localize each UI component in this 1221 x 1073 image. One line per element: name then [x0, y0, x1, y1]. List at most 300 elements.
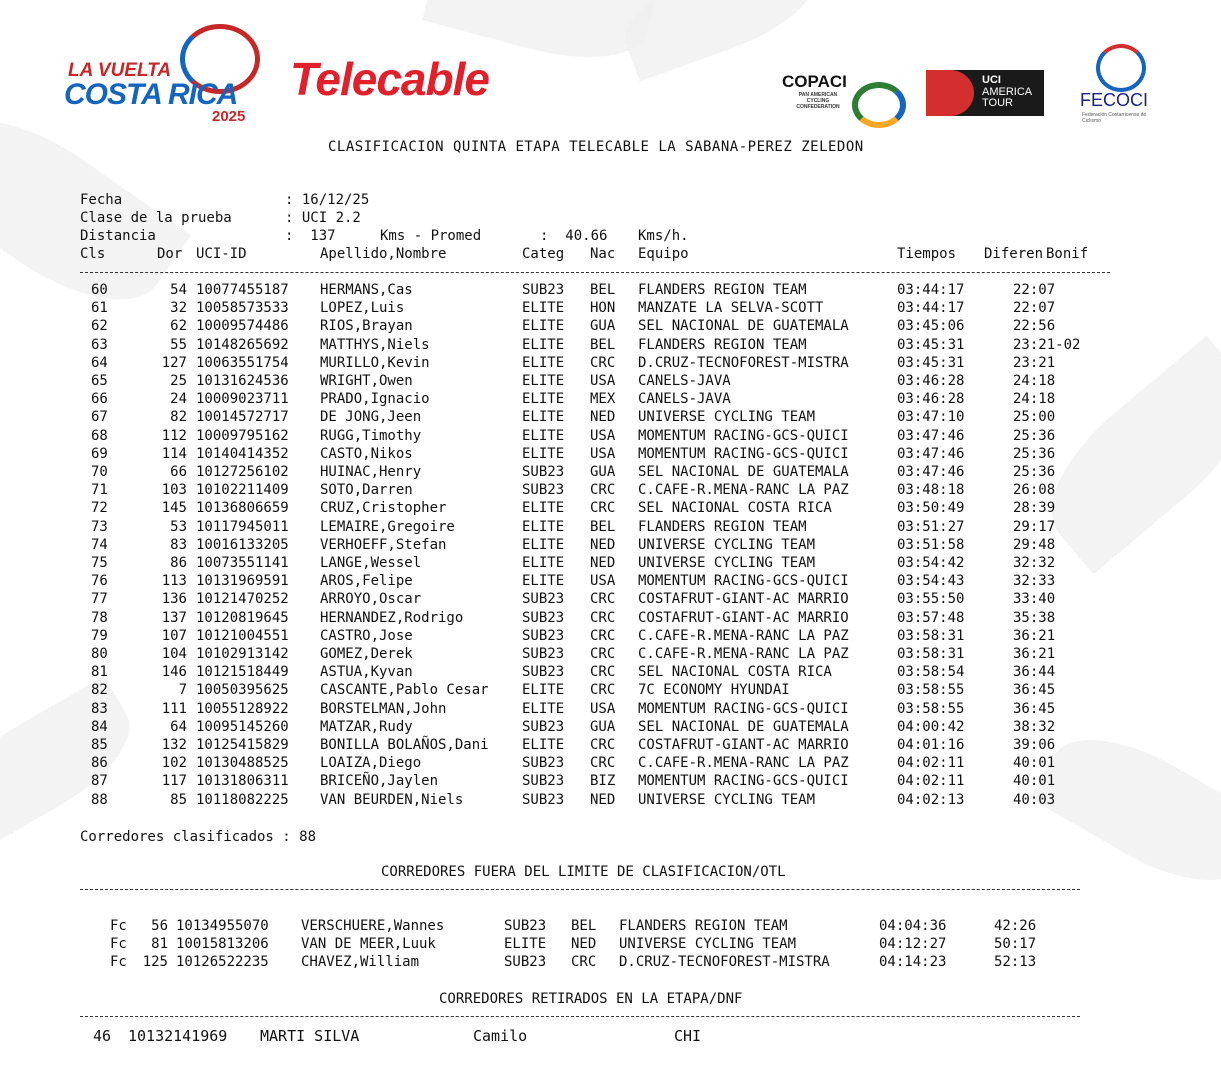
cell-diff: 42:26 [994, 918, 1037, 934]
cell-uci: 10102211409 [196, 482, 289, 499]
cell-equipo: SEL NACIONAL DE GUATEMALA [638, 318, 849, 335]
cell-equipo: COSTAFRUT-GIANT-AC MARRIO [638, 737, 849, 753]
cell-categ: SUB23 [504, 954, 547, 971]
cell-diff: 33:40 [1013, 591, 1056, 608]
cell-diff: 22:56 [1013, 318, 1056, 335]
cell-diff: 22:07 [1013, 282, 1056, 298]
dnf-title: CORREDORES RETIRADOS EN LA ETAPA/DNF [439, 991, 743, 1007]
cell-cls: 77 [91, 591, 108, 608]
cell-nac: CRC [590, 354, 616, 371]
cell-nombre: Camilo [473, 1027, 528, 1045]
cell-nac: CRC [590, 482, 616, 499]
table-row [0, 300, 1221, 318]
cell-equipo: D.CRUZ-TECNOFOREST-MISTRA [638, 354, 849, 371]
cell-tiempo: 03:58:54 [897, 664, 965, 681]
cell-nac: CHI [674, 1027, 702, 1045]
cell-dor: 111 [161, 700, 187, 717]
table-row [0, 954, 1221, 972]
cell-tiempo: 03:47:46 [897, 427, 965, 444]
cell-dor: 104 [161, 646, 187, 662]
table-row [0, 610, 1221, 628]
cell-diff: 38:32 [1013, 718, 1056, 735]
header-dor: Dor [157, 246, 183, 262]
cell-nac: HON [590, 300, 616, 317]
cell-tiempo: 03:48:18 [897, 482, 965, 499]
cell-diff: 24:18 [1013, 391, 1056, 408]
cell-dor: 83 [170, 536, 187, 553]
cell-uci: 10077455187 [196, 282, 289, 298]
divider [80, 272, 1110, 273]
cell-name: BONILLA BOLAÑOS,Dani [320, 737, 489, 753]
cell-cls: 86 [91, 755, 108, 772]
cell-uci: 10120819645 [196, 609, 289, 626]
cell-dor: 25 [170, 373, 187, 389]
kmh-label: Kms/h. [638, 228, 689, 244]
cell-name: VAN BEURDEN,Niels [320, 791, 464, 808]
cell-name: DE JONG,Jeen [320, 409, 422, 426]
table-row [0, 701, 1221, 719]
cell-dor: 114 [161, 445, 187, 462]
header-equipo: Equipo [638, 246, 689, 262]
cell-nac: NED [590, 536, 616, 553]
cell-name: HERNANDEZ,Rodrigo [320, 609, 464, 626]
cell-nac: USA [590, 573, 616, 590]
cell-categ: SUB23 [522, 718, 565, 735]
cell-name: BRICEÑO,Jaylen [320, 773, 439, 790]
cell-uci: 10126522235 [176, 954, 269, 971]
cell-diff: 29:48 [1013, 536, 1056, 553]
cell-name: SOTO,Darren [320, 482, 413, 499]
cell-name: CRUZ,Cristopher [320, 500, 447, 517]
cell-equipo: SEL NACIONAL DE GUATEMALA [638, 718, 849, 735]
cell-name: ASTUA,Kyvan [320, 664, 413, 681]
cell-equipo: MOMENTUM RACING-GCS-QUICI [638, 773, 849, 790]
table-row [0, 318, 1221, 336]
cell-tiempo: 04:14:23 [879, 954, 947, 971]
cell-categ: SUB23 [522, 591, 565, 608]
clase-value: : UCI 2.2 [285, 210, 361, 226]
cell-cls: 88 [91, 791, 108, 808]
cell-name: RUGG,Timothy [320, 427, 422, 444]
cell-cls: 68 [91, 427, 108, 444]
header-uci-id: UCI-ID [196, 246, 247, 262]
cell-nac: NED [590, 409, 616, 426]
cell-tiempo: 03:57:48 [897, 609, 965, 626]
cell-diff: 40:03 [1013, 791, 1056, 808]
cell-equipo: CANELS-JAVA [638, 391, 731, 408]
cell-tiempo: 03:46:28 [897, 391, 965, 408]
cell-cls: 67 [91, 409, 108, 426]
cell-name: MATTHYS,Niels [320, 336, 430, 353]
logo-text: COPACI [782, 72, 847, 91]
cell-diff: 28:39 [1013, 500, 1056, 517]
distancia-value: : 137 [285, 228, 336, 244]
cell-cls: 82 [91, 682, 108, 699]
table-row [0, 464, 1221, 482]
otl-table [0, 918, 1221, 978]
cell-categ: SUB23 [522, 609, 565, 626]
cell-uci: 10009795162 [196, 427, 289, 444]
cell-cls: 79 [91, 627, 108, 644]
table-row [0, 409, 1221, 427]
cell-dor: 107 [161, 627, 187, 644]
cell-diff: 36:45 [1013, 700, 1056, 717]
cell-diff: 24:18 [1013, 373, 1056, 389]
cell-equipo: C.CAFE-R.MENA-RANC LA PAZ [638, 646, 849, 662]
table-row [0, 682, 1221, 700]
cell-tiempo: 04:02:11 [897, 755, 965, 772]
logo-subtext: Federación Costarricense de Ciclismo [1082, 112, 1147, 124]
cell-equipo: SEL NACIONAL COSTA RICA [638, 500, 832, 517]
uci-stripe-icon [926, 70, 974, 116]
cell-categ: ELITE [522, 737, 565, 753]
cell-cls: 78 [91, 609, 108, 626]
cell-dor: 125 [142, 954, 168, 971]
vuelta-costa-rica-logo [60, 20, 270, 130]
cell-dor: 112 [161, 427, 187, 444]
cell-tiempo: 04:01:16 [897, 737, 965, 753]
cell-tiempo: 03:58:55 [897, 682, 965, 699]
table-row [0, 591, 1221, 609]
cell-cls: 64 [91, 354, 108, 371]
cell-cls: 87 [91, 773, 108, 790]
cell-dor: 53 [170, 518, 187, 535]
cell-equipo: UNIVERSE CYCLING TEAM [619, 936, 797, 953]
cell-equipo: C.CAFE-R.MENA-RANC LA PAZ [638, 755, 849, 772]
cell-categ: ELITE [522, 500, 565, 517]
table-row [0, 664, 1221, 682]
table-row [0, 646, 1221, 664]
cell-equipo: 7C ECONOMY HYUNDAI [638, 682, 790, 699]
cell-diff: 35:38 [1013, 609, 1056, 626]
fecha-value: : 16/12/25 [285, 192, 370, 208]
divider [80, 889, 1080, 890]
cell-categ: SUB23 [522, 664, 565, 681]
cell-uci: 10102913142 [196, 646, 289, 662]
cell-dor: 62 [170, 318, 187, 335]
cell-tiempo: 03:51:27 [897, 518, 965, 535]
cell-cls: 62 [91, 318, 108, 335]
cell-diff: 36:44 [1013, 664, 1056, 681]
table-row [0, 628, 1221, 646]
cell-nac: MEX [590, 391, 616, 408]
logo-subtext: PAN AMERICAN CYCLING CONFEDERATION [796, 92, 840, 110]
cell-cls: 69 [91, 445, 108, 462]
dnf-table [0, 1027, 1221, 1051]
cell-categ: ELITE [522, 354, 565, 371]
cell-diff: 52:13 [994, 954, 1037, 971]
cell-diff: 25:36 [1013, 445, 1056, 462]
cell-cls: 61 [91, 300, 108, 317]
fecha-label: Fecha [80, 192, 123, 208]
cell-categ: ELITE [522, 318, 565, 335]
cell-cls: 65 [91, 373, 108, 389]
cell-categ: SUB23 [522, 627, 565, 644]
copaci-logo [782, 72, 900, 128]
cell-uci: 10121004551 [196, 627, 289, 644]
cell-uci: 10095145260 [196, 718, 289, 735]
cell-tiempo: 04:02:11 [897, 773, 965, 790]
cell-equipo: FLANDERS REGION TEAM [638, 282, 807, 298]
cell-equipo: FLANDERS REGION TEAM [619, 918, 788, 934]
cell-diff: 50:17 [994, 936, 1037, 953]
cell-dor: 146 [161, 664, 187, 681]
cell-nac: GUA [590, 718, 616, 735]
cell-categ: SUB23 [522, 282, 565, 298]
cell-tiempo: 03:45:31 [897, 354, 965, 371]
logo-year: 2025 [212, 108, 246, 125]
telecable-logo: Telecable [290, 53, 489, 105]
cell-nac: BIZ [590, 773, 616, 790]
cell-name: CASCANTE,Pablo Cesar [320, 682, 489, 699]
cell-diff: 36:45 [1013, 682, 1056, 699]
table-header [0, 246, 1221, 264]
cell-diff: 36:21 [1013, 627, 1056, 644]
cell-dor: 85 [170, 791, 187, 808]
cell-name: CASTRO,Jose [320, 627, 413, 644]
header-name: Apellido,Nombre [320, 246, 447, 262]
cell-nac: BEL [590, 336, 616, 353]
logo-text: FECOCI [1080, 90, 1149, 110]
cell-name: LEMAIRE,Gregoire [320, 518, 455, 535]
cell-dor: 136 [161, 591, 187, 608]
cell-name: HERMANS,Cas [320, 282, 413, 298]
otl-title: CORREDORES FUERA DEL LIMITE DE CLASIFICACION/OTL [381, 864, 786, 880]
cell-nac: CRC [590, 737, 616, 753]
table-row [0, 737, 1221, 755]
cell-cls: 75 [91, 555, 108, 571]
cell-nac: NED [590, 555, 616, 571]
cell-tiempo: 03:51:58 [897, 536, 965, 553]
cell-uci: 10130488525 [196, 755, 289, 772]
cell-cls: 74 [91, 536, 108, 553]
cell-categ: SUB23 [522, 773, 565, 790]
cell-name: VAN DE MEER,Luuk [301, 936, 436, 953]
cell-diff: 23:21 [1013, 354, 1056, 371]
cell-cls: 85 [91, 737, 108, 753]
cell-equipo: COSTAFRUT-GIANT-AC MARRIO [638, 591, 849, 608]
cell-categ: ELITE [522, 336, 565, 353]
cell-categ: SUB23 [522, 464, 565, 480]
cell-name: VERSCHUERE,Wannes [301, 918, 445, 934]
cell-tiempo: 03:58:55 [897, 700, 965, 717]
table-row [0, 773, 1221, 791]
table-row [0, 373, 1221, 391]
cell-equipo: COSTAFRUT-GIANT-AC MARRIO [638, 609, 849, 626]
cell-nac: CRC [590, 627, 616, 644]
cell-dor: 103 [161, 482, 187, 499]
cell-uci: 10140414352 [196, 445, 289, 462]
cell-equipo: MOMENTUM RACING-GCS-QUICI [638, 427, 849, 444]
cell-nac: CRC [590, 755, 616, 772]
cell-categ: ELITE [522, 573, 565, 590]
cell-categ: ELITE [522, 445, 565, 462]
cell-cls: 66 [91, 391, 108, 408]
cell-equipo: C.CAFE-R.MENA-RANC LA PAZ [638, 482, 849, 499]
cell-tiempo: 03:44:17 [897, 300, 965, 317]
cell-uci: 10014572717 [196, 409, 289, 426]
clase-label: Clase de la prueba [80, 210, 232, 226]
uci-america-tour-logo [926, 70, 1044, 116]
cell-nac: NED [571, 936, 597, 953]
cell-tiempo: 03:58:31 [897, 646, 965, 662]
logo-text: AMERICA TOUR [982, 86, 1032, 109]
cell-dor: 46 [93, 1027, 112, 1045]
cell-uci: 10050395625 [196, 682, 289, 699]
cell-dor: 7 [178, 682, 187, 699]
header-categ: Categ [522, 246, 565, 262]
cell-categ: ELITE [522, 682, 565, 699]
table-row [0, 355, 1221, 373]
cell-tiempo: 03:55:50 [897, 591, 965, 608]
cell-equipo: MANZATE LA SELVA-SCOTT [638, 300, 824, 317]
cell-categ: ELITE [522, 700, 565, 717]
table-row [0, 918, 1221, 936]
results-table [0, 282, 1221, 822]
cell-tiempo: 03:54:42 [897, 555, 965, 571]
table-row [0, 537, 1221, 555]
cell-name: MATZAR,Rudy [320, 718, 413, 735]
cell-dor: 81 [151, 936, 168, 953]
cell-dor: 32 [170, 300, 187, 317]
cell-apellido: MARTI SILVA [260, 1027, 360, 1045]
cell-diff: 23:21-02 [1013, 336, 1081, 353]
logo-text: COSTA RICA [64, 78, 238, 111]
cell-name: GOMEZ,Derek [320, 646, 413, 662]
fecoci-logo [1078, 44, 1158, 124]
table-row [0, 573, 1221, 591]
cell-diff: 39:06 [1013, 737, 1056, 753]
logo-text: UCI [982, 74, 1001, 86]
cell-equipo: C.CAFE-R.MENA-RANC LA PAZ [638, 627, 849, 644]
cell-equipo: UNIVERSE CYCLING TEAM [638, 409, 816, 426]
cell-diff: 25:00 [1013, 409, 1056, 426]
cell-nac: CRC [590, 500, 616, 517]
cell-dor: 54 [170, 282, 187, 298]
cell-equipo: UNIVERSE CYCLING TEAM [638, 791, 816, 808]
cell-tiempo: 04:12:27 [879, 936, 947, 953]
cell-categ: SUB23 [522, 646, 565, 662]
cell-uci: 10063551754 [196, 354, 289, 371]
cell-categ: SUB23 [522, 755, 565, 772]
cell-categ: SUB23 [522, 482, 565, 499]
cell-uci: 10136806659 [196, 500, 289, 517]
cell-categ: ELITE [522, 391, 565, 408]
cell-uci: 10132141969 [128, 1027, 228, 1045]
cell-uci: 10009023711 [196, 391, 289, 408]
table-row [0, 500, 1221, 518]
cell-tiempo: 03:58:31 [897, 627, 965, 644]
divider [80, 1016, 1080, 1017]
cell-equipo: MOMENTUM RACING-GCS-QUICI [638, 445, 849, 462]
cell-equipo: SEL NACIONAL COSTA RICA [638, 664, 832, 681]
cell-equipo: SEL NACIONAL DE GUATEMALA [638, 464, 849, 480]
cell-cls: 76 [91, 573, 108, 590]
cell-categ: SUB23 [522, 791, 565, 808]
background-leaf [612, 0, 827, 82]
cell-fc: Fc [110, 954, 127, 971]
cell-dor: 82 [170, 409, 187, 426]
cell-nac: BEL [590, 518, 616, 535]
table-row [0, 792, 1221, 810]
cell-nac: GUA [590, 464, 616, 480]
cell-equipo: CANELS-JAVA [638, 373, 731, 389]
cell-tiempo: 04:02:13 [897, 791, 965, 808]
cell-name: WRIGHT,Owen [320, 373, 413, 389]
cell-uci: 10148265692 [196, 336, 289, 353]
cell-uci: 10134955070 [176, 918, 269, 934]
cell-name: AROS,Felipe [320, 573, 413, 590]
cell-nac: USA [590, 700, 616, 717]
cell-equipo: D.CRUZ-TECNOFOREST-MISTRA [619, 954, 830, 971]
table-row [0, 936, 1221, 954]
cell-nac: BEL [590, 282, 616, 298]
cell-tiempo: 03:47:10 [897, 409, 965, 426]
cell-nac: CRC [590, 609, 616, 626]
cell-uci: 10131624536 [196, 373, 289, 389]
cell-equipo: MOMENTUM RACING-GCS-QUICI [638, 573, 849, 590]
cell-nac: USA [590, 373, 616, 389]
cell-categ: ELITE [522, 555, 565, 571]
cell-name: ARROYO,Oscar [320, 591, 422, 608]
table-row [0, 428, 1221, 446]
cell-diff: 25:36 [1013, 464, 1056, 480]
table-row [0, 555, 1221, 573]
cell-categ: ELITE [522, 300, 565, 317]
swoosh-icon [852, 82, 906, 128]
cell-dor: 127 [161, 354, 187, 371]
cell-categ: ELITE [522, 409, 565, 426]
cell-diff: 32:33 [1013, 573, 1056, 590]
cell-cls: 71 [91, 482, 108, 499]
cell-fc: Fc [110, 918, 127, 934]
cell-nac: CRC [590, 591, 616, 608]
classified-count: Corredores clasificados : 88 [80, 829, 317, 845]
cell-dor: 64 [170, 718, 187, 735]
cell-dor: 24 [170, 391, 187, 408]
cell-dor: 56 [151, 918, 168, 934]
cell-uci: 10009574486 [196, 318, 289, 335]
cell-dor: 113 [161, 573, 187, 590]
table-row [0, 337, 1221, 355]
page-title: CLASIFICACION QUINTA ETAPA TELECABLE LA SABANA-PEREZ ZELEDON [328, 139, 864, 155]
cell-equipo: UNIVERSE CYCLING TEAM [638, 536, 816, 553]
cell-nac: GUA [590, 318, 616, 335]
cell-name: PRADO,Ignacio [320, 391, 430, 408]
promedio-value: : 40.66 [540, 228, 608, 244]
header-nac: Nac [590, 246, 616, 262]
cell-name: RIOS,Brayan [320, 318, 413, 335]
table-row [0, 1027, 1221, 1047]
cell-cls: 84 [91, 718, 108, 735]
cell-nac: CRC [571, 954, 597, 971]
cell-uci: 10121518449 [196, 664, 289, 681]
cell-dor: 55 [170, 336, 187, 353]
cell-name: HUINAC,Henry [320, 464, 422, 480]
cell-cls: 80 [91, 646, 108, 662]
cell-uci: 10125415829 [196, 737, 289, 753]
table-row [0, 755, 1221, 773]
cell-diff: 22:07 [1013, 300, 1056, 317]
cell-uci: 10121470252 [196, 591, 289, 608]
header-diferen: Diferen [984, 246, 1044, 262]
cell-nac: USA [590, 427, 616, 444]
table-row [0, 519, 1221, 537]
table-row [0, 719, 1221, 737]
cell-diff: 29:17 [1013, 518, 1056, 535]
cell-fc: Fc [110, 936, 127, 953]
cell-diff: 40:01 [1013, 773, 1056, 790]
